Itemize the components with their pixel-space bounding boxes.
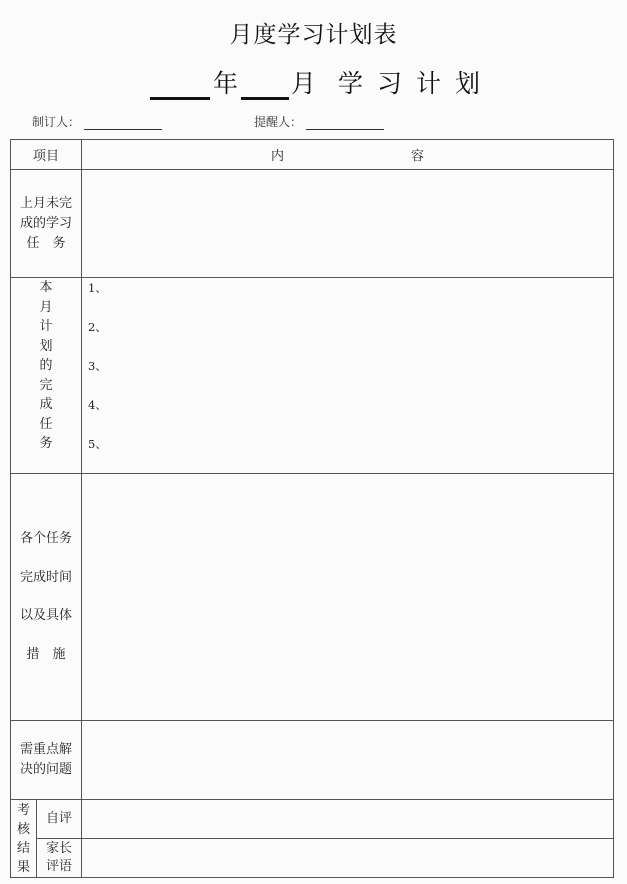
table-row-parent-eval: [11, 839, 614, 878]
reminder-input[interactable]: [306, 115, 384, 130]
label-char: 划: [39, 338, 53, 354]
table-row-last-month: [11, 170, 614, 278]
label-char: 结: [16, 840, 30, 856]
label-char: 核: [16, 821, 30, 837]
plan-item-4[interactable]: 4、: [88, 398, 107, 412]
label-line: 需重点解: [20, 742, 73, 757]
header-content: [82, 140, 614, 170]
label-char: 考: [16, 802, 30, 818]
this-month-label: [11, 278, 82, 474]
document-title: 月度学习计划表: [229, 22, 398, 48]
label-char: 月: [39, 299, 53, 315]
table-row-measures: [11, 474, 614, 721]
header-content-left: 内: [270, 149, 284, 164]
label-char: 本: [39, 280, 53, 295]
label-char: 成: [39, 397, 53, 412]
label-char: 的: [39, 358, 53, 373]
table-row-self-eval: [11, 800, 614, 839]
label-line: 自评: [46, 811, 73, 826]
measures-label: [11, 474, 82, 721]
self-eval-content[interactable]: [82, 800, 614, 839]
parent-eval-label: [37, 839, 82, 878]
subtitle: [150, 64, 494, 100]
plan-item-1[interactable]: 1、: [88, 281, 107, 295]
label-line: 各个任务: [20, 531, 73, 546]
this-month-items[interactable]: [82, 278, 614, 474]
label-line: 任 务: [26, 235, 66, 251]
header-content-right: 容: [410, 149, 424, 164]
label-char: 计: [39, 319, 53, 334]
label-char: 务: [39, 436, 53, 451]
problems-content[interactable]: [82, 721, 614, 800]
label-line: 完成时间: [20, 569, 73, 585]
table-row-this-month: [11, 278, 614, 474]
label-line: 成的学习: [20, 215, 73, 231]
plan-item-2[interactable]: 2、: [88, 320, 107, 334]
header-item: 项目: [11, 140, 82, 170]
measures-content[interactable]: [82, 474, 614, 721]
reminder-field: [254, 113, 384, 130]
last-month-content[interactable]: [82, 170, 614, 278]
plan-table: [10, 139, 614, 878]
label-char: 任: [39, 416, 53, 432]
reminder-label: 提醒人：: [254, 115, 303, 129]
label-line: 家长: [46, 841, 73, 856]
plan-item-5[interactable]: 5、: [88, 437, 107, 451]
label-char: 完: [39, 377, 53, 393]
plan-item-3[interactable]: 3、: [88, 359, 107, 373]
problems-label: [11, 721, 82, 800]
label-line: 措 施: [26, 646, 66, 662]
month-blank[interactable]: [241, 69, 289, 100]
month-label: 月: [291, 69, 317, 98]
label-line: 以及具体: [20, 608, 73, 623]
signers-row: [0, 113, 627, 133]
label-line: 上月未完: [20, 195, 73, 211]
year-blank[interactable]: [150, 69, 210, 100]
label-line: 决的问题: [20, 762, 73, 777]
assessment-label: [11, 800, 37, 878]
parent-eval-content[interactable]: [82, 839, 614, 878]
self-eval-label: [37, 800, 82, 839]
label-line: 评语: [46, 859, 73, 874]
author-label: 制订人：: [32, 115, 81, 129]
author-field: [32, 113, 162, 130]
last-month-label: [11, 170, 82, 278]
table-header-row: [11, 140, 614, 170]
label-char: 果: [16, 859, 30, 875]
year-label: 年: [213, 69, 239, 98]
table-row-problems: [11, 721, 614, 800]
plan-label: 学习计划: [338, 69, 495, 98]
author-input[interactable]: [84, 115, 162, 130]
